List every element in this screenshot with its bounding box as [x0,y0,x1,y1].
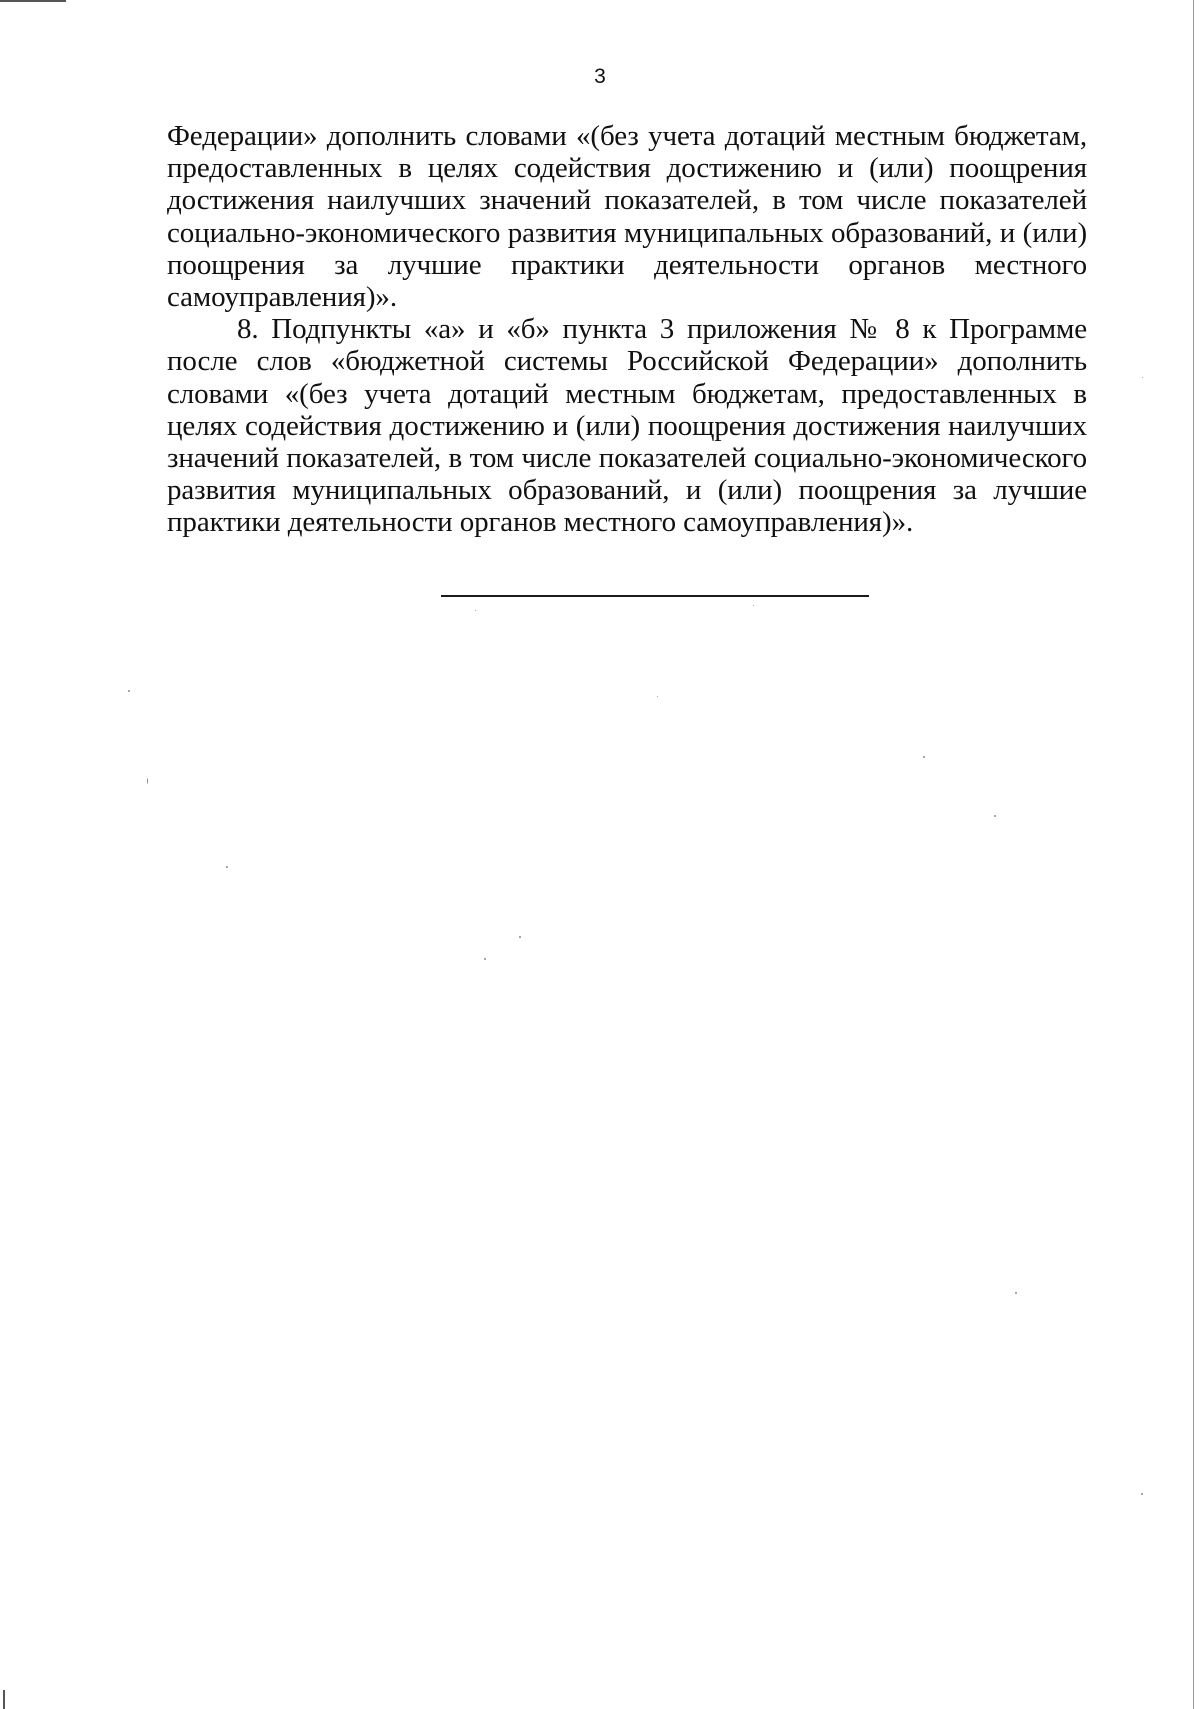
scan-speck [923,756,925,758]
scan-speck [128,690,130,692]
scan-edge-right [1193,0,1194,1709]
scan-speck [753,605,754,606]
end-of-text-rule [441,595,869,597]
scan-speck [657,696,658,697]
scan-speck [1015,1292,1017,1294]
scan-edge-left [3,1690,5,1709]
paragraph-continuation: Федерации» дополнить словами «(без учета дотаций местным бюджетам, предоставленных в целях содействия достижению и (или) поощрения достижения наилучших значений показателей, в том числе показателей социально-экономического развития муниципальных образований, и (или) поощрения за лучшие практики деятельности органов местного самоуправления)». [167,120,1087,314]
scan-speck [147,778,148,784]
scan-speck [519,936,521,938]
scan-speck [994,815,996,817]
scan-speck [226,866,228,868]
scan-edge-top [0,0,66,2]
scan-speck [484,958,486,960]
page-number: 3 [594,65,606,88]
scan-speck [475,610,476,611]
scan-speck [1142,377,1143,378]
scan-speck [1141,1493,1143,1495]
paragraph-item-8: 8. Подпункты «а» и «б» пункта 3 приложения № 8 к Программе после слов «бюджетной системы Российской Федерации» дополнить словами «(без учета дотаций местным бюджетам, предоставленных в целях содействия достижению и (или) поощрения достижения наилучших значений показателей, в том числе показателей социально-экономического развития муниципальных образований, и (или) поощрения за лучшие практики деятельности органов местного самоуправления)». [167,313,1087,539]
document-body [167,120,1087,539]
